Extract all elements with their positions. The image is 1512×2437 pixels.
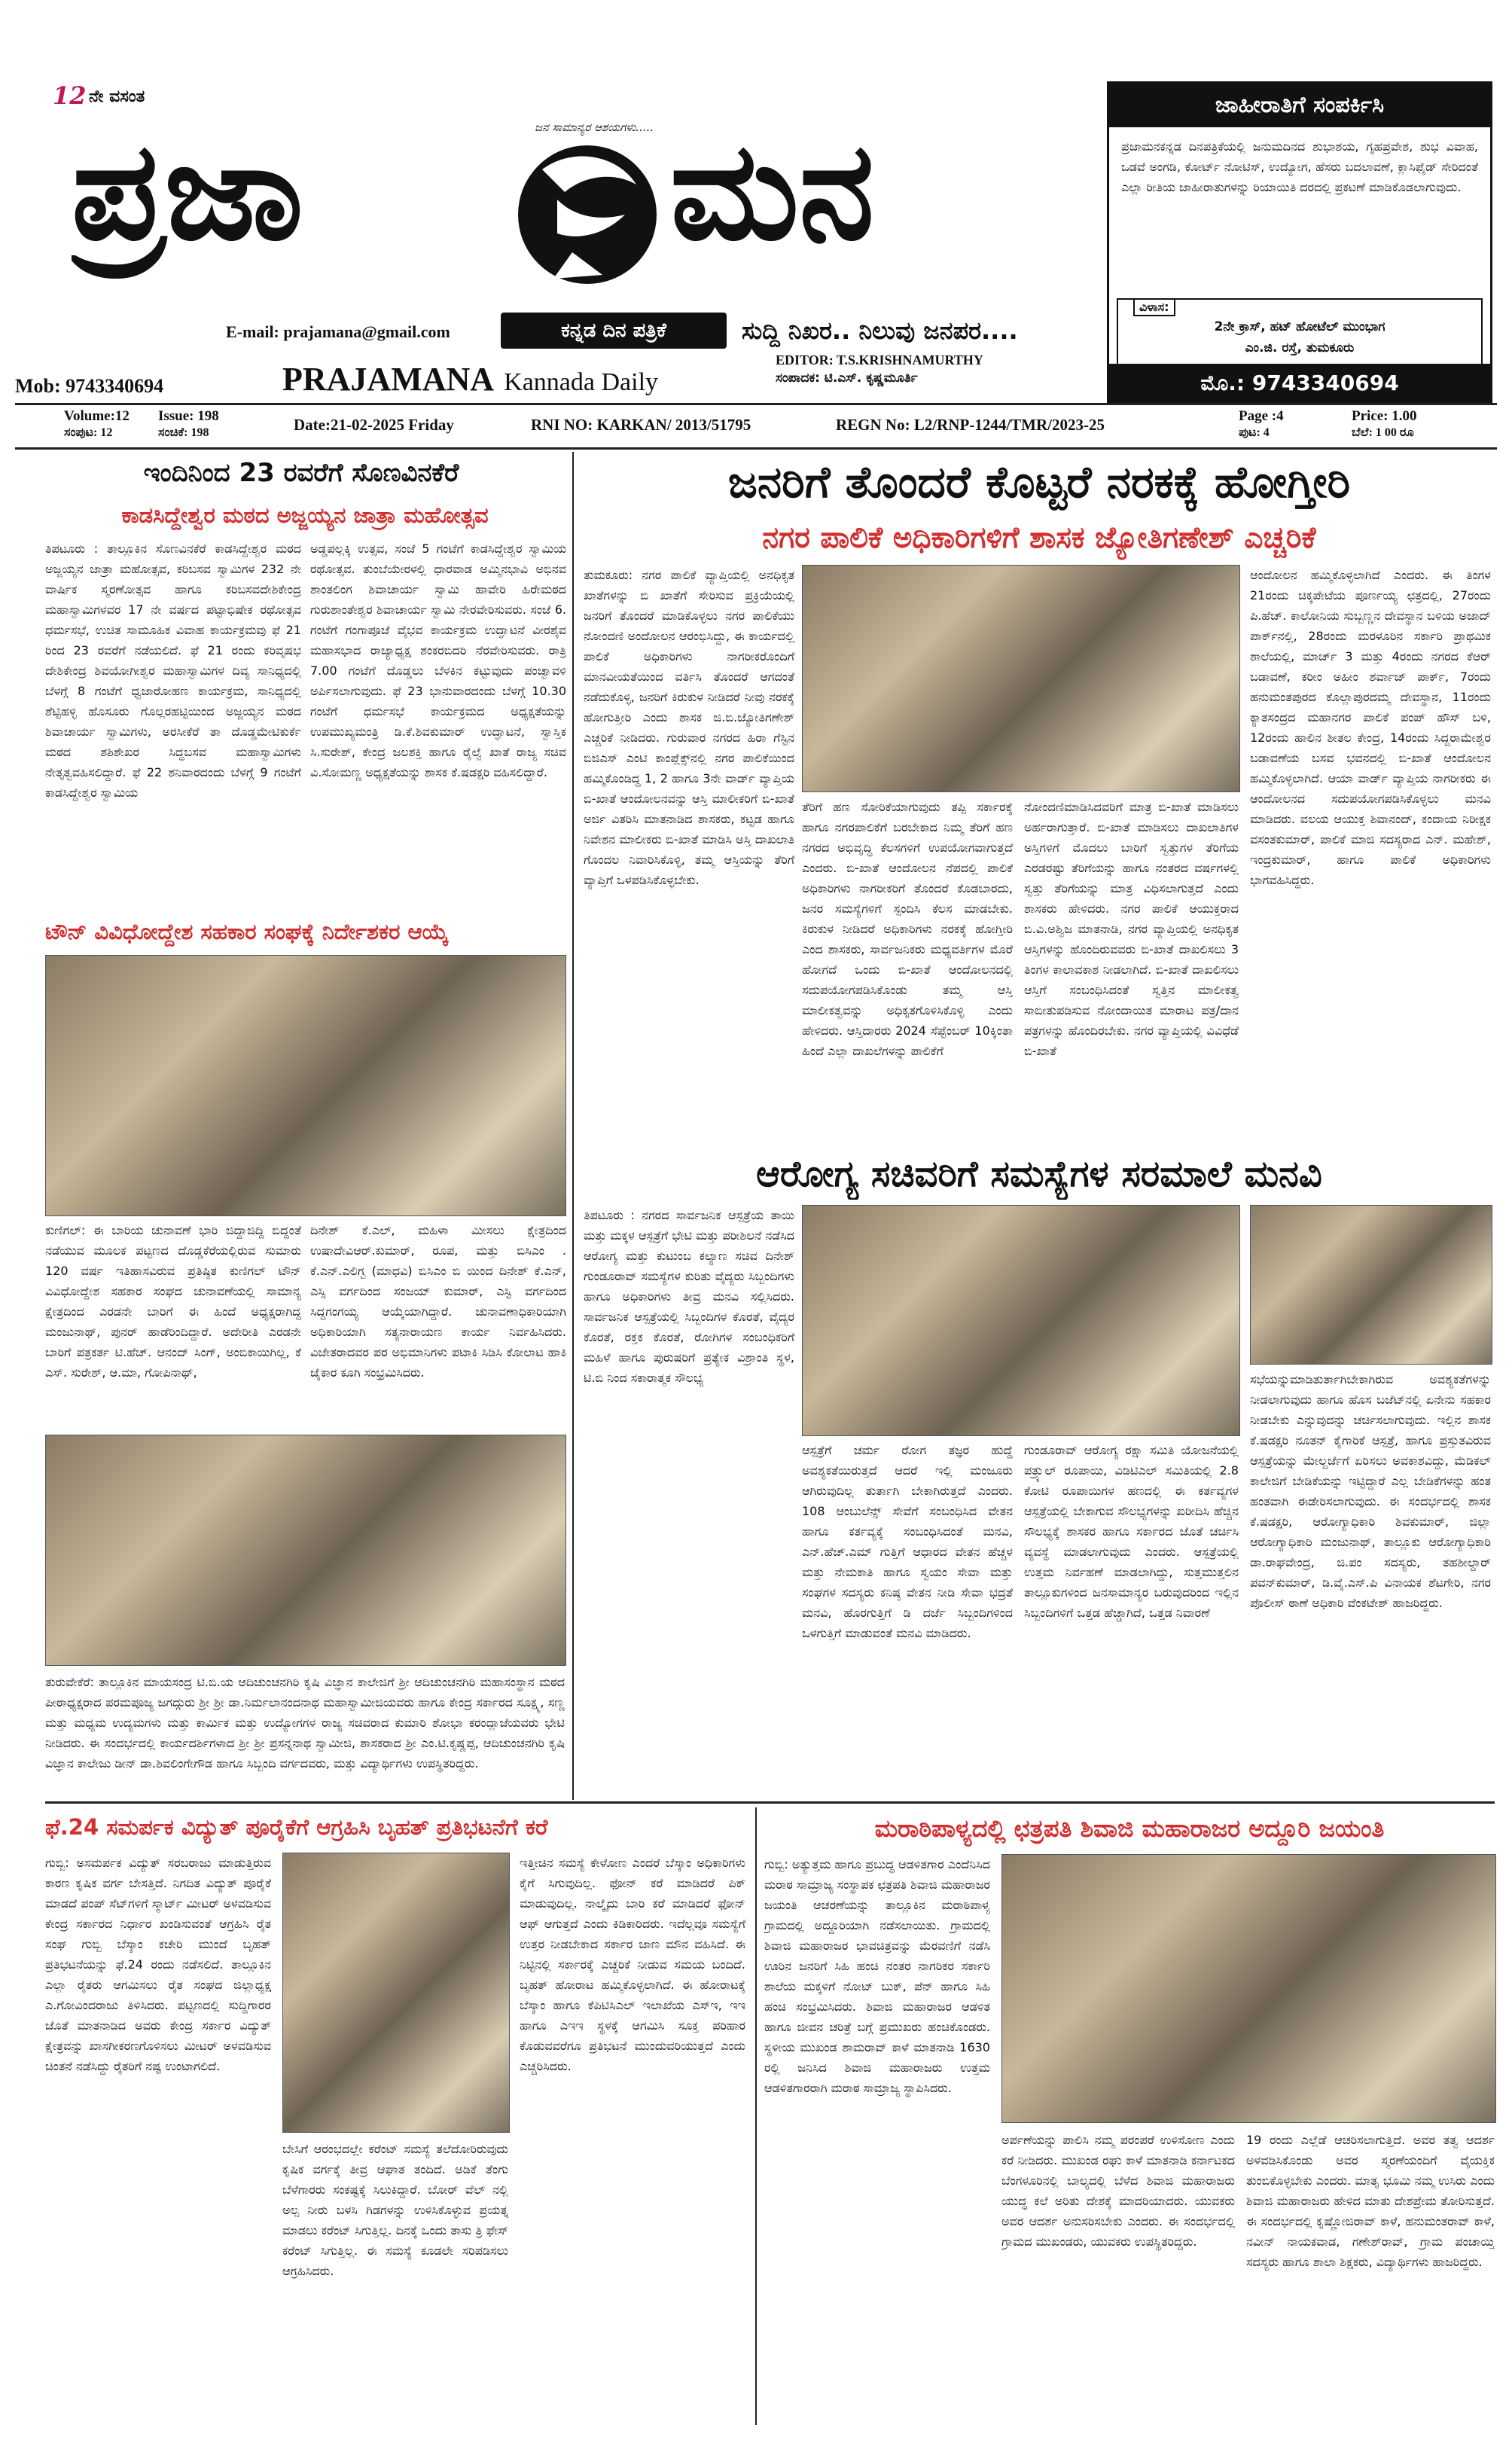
ad-box-text: ಪ್ರಜಾಮನಕನ್ನಡ ದಿನಪತ್ರಿಕೆಯಲ್ಲಿ ಜನುಮದಿನದ ಶುಭಾಶಯ, ಗೃಹಪ್ರವೇಶ, ಶುಭ ವಿವಾಹ, ಒಡವೆ ಅಂಗಡಿ, ಕೋರ್ಟ್ ನೋಟಿಸ್, ಉದ್ಯೋಗ, ಹೆಸರು ಬದಲಾವಣೆ, ಕ್ಲಾಸಿಫೈಡ್ ಸೇರಿದಂತೆ ಎಲ್ಲಾ ರೀತಿಯ ಜಾಹೀರಾತುಗಳನ್ನು ರಿಯಾಯಿತಿ ದರದಲ್ಲಿ ಪ್ರಕಟಣೆ ಮಾಡಿಕೊಡಲಾಗುವುದು. — [1121, 139, 1478, 194]
bottom-divider — [755, 1807, 757, 2425]
paper-name-sub: Kannada Daily — [504, 368, 659, 396]
slogan: ಸುದ್ದಿ ನಿಖರ.. ನಿಲುವು ಜನಪರ.... — [742, 316, 1018, 345]
main-col-3: ನೋಂದಣಿಮಾಡಿಸಿದವರಿಗೆ ಮಾತ್ರ ಬಿ-ಖಾತೆ ಮಾಡಿಸಲು ಅರ್ಹರಾಗುತ್ತಾರೆ. ಬಿ-ಖಾತೆ ಮಾಡಿಸಲು ದಾಖಲಾತಿಗಳ ಅಸ್ತಿಗಳಿಗೆ ಮೊದಲು ಬಾರಿಗೆ ಸ್ವತ್ತುಗಳ ತೆರಿಗೆಯ ಎರಡರಷ್ಟು ತೆರಿಗೆಯನ್ನು ಹಾಗೂ ನಂತರದ ವರ್ಷಗಳಲ್ಲಿ ಸ್ವತ್ತು ತೆರಿಗೆಯನ್ನು ಮಾತ್ರ ವಿಧಿಸಲಾಗುತ್ತದೆ ಎಂದು ಶಾಸಕರು ಹೇಳಿದರು. ನಗರ ಪಾಲಿಕೆ ಆಯುಕ್ತರಾದ ಬಿ.ವಿ.ಅಶ್ವಿಜ ಮಾತನಾಡಿ, ನಗರ ವ್ಯಾಪ್ತಿಯಲ್ಲಿ ಅನಧಿಕೃತ ಆಸ್ತಿಗಳನ್ನು ಹೊಂದಿರುವವರು ಬಿ-ಖಾತೆ ದಾಖಲಿಸಲು 3 ತಿಂಗಳ ಕಾಲಾವಕಾಶ ನೀಡಲಾಗಿದೆ. ಬಿ-ಖಾತೆ ದಾಖಲಿಸಲು ಆಸ್ತಿಗೆ ಸಂಬಂಧಿಸಿದಂತೆ ಸ್ವತ್ತಿನ ಮಾಲೀಕತ್ವ ಸಾಬೀತುಪಡಿಸುವ ನೋಂದಾಯಿತ ಮಾರಾಟ ಪತ್ರ/ದಾನ ಪತ್ರಗಳನ್ನು ಹೊಂದಿರಬೇಕು. ನಗರ ವ್ಯಾಪ್ತಿಯಲ್ಲಿ ವಿವಿಧೆಡೆ ಬಿ-ಖಾತೆ — [1024, 800, 1239, 1058]
main-col-1: ತುಮಕೂರು: ನಗರ ಪಾಲಿಕೆ ವ್ಯಾಪ್ತಿಯಲ್ಲಿ ಅನಧಿಕೃತ ಖಾತೆಗಳನ್ನು ಬಿ ಖಾತೆಗೆ ಸೇರಿಸುವ ಪ್ರಕ್ರಿಯೆಯಲ್ಲಿ ಜನರಿಗೆ ತೊಂದರೆ ಮಾಡಿಕೊಳ್ಳಲು ನಗರ ಪಾಲಿಕೆಯು ನೋಂದಣಿ ಅಂದೋಲನ ಆರಂಭಿಸಿದ್ದು, ಈ ಕಾರ್ಯದಲ್ಲಿ ಪಾಲಿಕೆ ಅಧಿಕಾರಿಗಳು ನಾಗರೀಕರೊಂದಿಗೆ ಮಾನವೀಯತೆಯಿಂದ ವರ್ತಿಸಿ ತೊಂದರೆ ಆಗದಂತೆ ನಡೆದುಕೊಳ್ಳಿ, ಜನರಿಗೆ ಕಿರುಕುಳ ನೀಡಿದರೆ ನೀವು ನರಕಕ್ಕೆ ಹೋಗುತ್ತೀರಿ ಎಂದು ಶಾಸಕ ಜಿ.ಬಿ.ಜ್ಯೋತಿಗಣೇಶ್ ಎಚ್ಚರಿಕೆ ನೀಡಿದರು. ಗುರುವಾರ ನಗರದ ಹಿರಾ ಗೆಸ್ಟಿನ ಬಿಜಿಎಸ್ ಎಂಟಿ ಕಾಂಪ್ಲೆಕ್ಸ್‌ನಲ್ಲಿ ನಗರ ಪಾಲಿಕೆಯಿಂದ ಹಮ್ಮಿಕೊಂಡಿದ್ದ 1, 2 ಹಾಗೂ 3ನೇ ವಾರ್ಡ್ ವ್ಯಾಪ್ತಿಯ ಬಿ-ಖಾತೆ ಆಂದೋಲನವನ್ನು ಆಸ್ತಿ ಮಾಲೀಕರಿಗೆ ಬಿ-ಖಾತೆ ಅರ್ಜಿ ವಿತರಿಸಿ ಮಾತನಾಡಿದ ಶಾಸಕರು, ಕಟ್ಟಡ ಹಾಗೂ ನಿವೇಶನ ಮಾಲೀಕರು ಬಿ-ಖಾತೆ ಮಾಡಿಸಿ ಅಸ್ತಿ ದಾಖಲಾತಿ ಗೊಂದಲ ನಿವಾರಿಸಿಕೊಳ್ಳಿ, ತಮ್ಮ ಆಸ್ತಿಯನ್ನು ತೆರಿಗೆ ವ್ಯಾಪ್ತಿಗೆ ಒಳಪಡಿಸಿಕೊಳ್ಳಬೇಕು. — [584, 568, 794, 887]
price-kn: ಬೆಲೆ: 1 00 ರೂ — [1352, 426, 1414, 439]
shivaji-col-3: 19 ರಂದು ಎಲ್ಲೆಡೆ ಆಚರಿಸಲಾಗುತ್ತಿದೆ. ಅವರ ತತ್ವ ಆದರ್ಶ ಅಳವಡಿಸಿಕೊಂಡು ಅವರ ಸ್ಮರಣೆಯಂದಿಗೆ ವೈಯಕ್ತಿಕ ತುಂಬಿಕೊಳ್ಳಬೇಕು ಎಂದರು. ಮಾತೃ ಭೂಮಿ ನಮ್ಮ ಉಸಿರು ಎಂದು ಶಿವಾಜಿ ಮಹಾರಾಜರು ಹೇಳಿದ ಮಾತು ದೇಶಪ್ರೇಮ ತೋರಿಸುತ್ತದೆ. ಈ ಸಂದರ್ಭದಲ್ಲಿ ಕೃಷ್ಣೋಜಿರಾವ್ ಕಾಳೆ, ಹನುಮಂತರಾವ್ ಕಾಳೆ, ನವೀನ್ ನಾಯಕವಾಡ, ಗಣೇಶ್‌ರಾವ್, ಗ್ರಾಮ ಪಂಚಾಯ್ತಿ ಸದಸ್ಯರು ಹಾಗೂ ಶಾಲಾ ಶಿಕ್ಷಕರು, ವಿದ್ಯಾರ್ಥಿಗಳು ಹಾಜರಿದ್ದರು. — [1246, 2133, 1495, 2269]
mobile-number[interactable]: Mob: 9743340694 — [15, 375, 164, 397]
regn-number: REGN No: L2/RNP-1244/TMR/2023-25 — [836, 416, 1105, 434]
power-photo — [282, 1853, 510, 2133]
bottom-rule — [45, 1801, 1495, 1804]
left-top-headline: ಕಾಡಸಿದ್ದೇಶ್ವರ ಮಠದ ಅಜ್ಜಯ್ಯನ ಜಾತ್ರಾ ಮಹೋತ್ಸವ — [121, 502, 489, 528]
power-col-3: ಇತ್ತೀಚಿನ ಸಮಸ್ಯೆ ಕೇಳೋಣ ಎಂದರೆ ಬೆಸ್ಕಾಂ ಅಧಿಕಾರಿಗಳು ಕೈಗೆ ಸಿಗುವುದಿಲ್ಲ. ಫೋನ್ ಕರೆ ಮಾಡಿದರೆ ಪಿಕ್ ಮಾಡುವುದಿಲ್ಲ. ನಾಲ್ಕೈದು ಬಾರಿ ಕರೆ ಮಾಡಿದರೆ ಫೋನ್ ಆಫ್ ಆಗುತ್ತದೆ ಎಂದು ಕಿಡಿಕಾರಿದರು. ಇದೆಲ್ಲವೂ ಸಮಸ್ಯೆಗೆ ಉತ್ತರ ನೀಡಬೇಕಾದ ಸರ್ಕಾರ ಜಾಣ ಮೌನ ವಹಿಸಿದೆ. ಈ ನಿಟ್ಟಿನಲ್ಲಿ ಸರ್ಕಾರಕ್ಕೆ ಎಚ್ಚರಿಕೆ ನೀಡುವ ಸಮಯ ಬಂದಿದೆ. ಬೃಹತ್ ಹೋರಾಟ ಹಮ್ಮಿಕೊಳ್ಳಲಾಗಿದೆ. ಈ ಹೋರಾಟಕ್ಕೆ ಬೆಸ್ಕಾಂ ಹಾಗೂ ಕೆಪಿಟಿಸಿಎಲ್ ಇಲಾಖೆಯ ಎಸ್ಇ, ಇಇ ಹಾಗೂ ಎಇಇ ಸ್ಥಳಕ್ಕೆ ಆಗಮಿಸಿ ಸೂಕ್ತ ಪರಿಹಾರ ಕೊಡುವವರೆಗೂ ಪ್ರತಿಭಟನೆ ಮುಂದುವರಿಯುತ್ತದೆ ಎಂದು ಎಚ್ಚರಿಸಿದರು. — [520, 1856, 745, 2073]
health-col-1: ತಿಪಟೂರು : ನಗರದ ಸಾರ್ವಜನಿಕ ಆಸ್ಪತ್ರೆಯ ತಾಯಿ ಮತ್ತು ಮಕ್ಕಳ ಆಸ್ಪತ್ರೆಗೆ ಭೇಟಿ ಮತ್ತು ಪರೀಶಿಲನೆ ನಡೆಸಿದ ಆರೋಗ್ಯ ಮತ್ತು ಕುಟುಂಬ ಕಲ್ಯಾಣ ಸಚಿವ ದಿನೇಶ್ ಗುಂಡೂರಾವ್ ಸಮಸ್ಯೆಗಳ ಕುರಿತು ವೈದ್ಯರು ಸಿಬ್ಬಂದಿಗಳು ಹಾಗೂ ಅಧಿಕಾರಿಗಳು ತೀವ್ರ ಮನವಿ ಸಲ್ಲಿಸಿದರು. ಸಾರ್ವಜನಿಕ ಆಸ್ಪತ್ರೆಯಲ್ಲಿ ಸಿಬ್ಬಂದಿಗಳ ಕೊರತೆ, ವೈದ್ಯರ ಕೊರತೆ, ರಕ್ತಕ ಕೊರತೆ, ರೋಗಿಗಳ ಸಂಬಂಧಿಕರಿಗೆ ಮಹಿಳೆ ಹಾಗೂ ಪುರುಷರಿಗೆ ಪ್ರತ್ಯೇಕ ವಿಶ್ರಾಂತಿ ಸ್ಥಳ, ಟಿ.ಬಿ ನಿಂದ ಸಕಾರಾತ್ಮಕ ಸೌಲಭ್ಯ — [584, 1208, 794, 1385]
emblem-caption: ಜನ ಸಾಮಾನ್ಯರ ಆಶಯಗಳು..... — [535, 120, 654, 134]
sanchike: ಸಂಚಿಕೆ: 198 — [158, 426, 209, 439]
left-top-kicker: ಇಂದಿನಿಂದ 23 ರವರೆಗೆ ಸೊಣವಿನಕೆರೆ — [143, 458, 459, 488]
left-mid-headline: ಟೌನ್ ವಿವಿಧೋದ್ದೇಶ ಸಹಕಾರ ಸಂಘಕ್ಕೆ ನಿರ್ದೇಶಕರ ಆಯ್ಕೆ — [45, 919, 449, 944]
health-portrait — [1250, 1205, 1492, 1365]
health-col-3: ಗುಂಡೂರಾವ್ ಆರೋಗ್ಯ ರಕ್ಷಾ ಸಮಿತಿ ಯೋಜನೆಯಲ್ಲಿ ಪತ್ರ್ಯುಲ್ ರೂಪಾಯಿ, ವಿಡಿಟಿಎಲ್ ಸಮಿತಿಯಲ್ಲಿ 2.8 ಕೋಟಿ ರೂಪಾಯಿಗಳ ಹಣದಲ್ಲಿ ಈ ಕರ್ತವ್ಯಗಳ ಆಸ್ಪತ್ರೆಯಲ್ಲಿ ಬೇಕಾಗುವ ಸೌಲಭ್ಯಗಳನ್ನು ಖರೀದಿಸಿ ಹೆಚ್ಚಿನ ಸೌಲಭ್ಯಕ್ಕೆ ಶಾಸಕರ ಹಾಗೂ ಸರ್ಕಾರದ ಜೊತೆ ಚರ್ಚಿಸಿ ವ್ಯವಸ್ಥೆ ಮಾಡಲಾಗುವುದು ಎಂದರು. ಆಸ್ಪತ್ರೆಯಲ್ಲಿ ಉತ್ತಮ ನಿರ್ವಹಣೆ ಮಾಡಲಾಗಿದ್ದು, ಸುತ್ತಮುತ್ತಲಿನ ತಾಲ್ಲೂಕುಗಳಿಂದ ಜನಸಾಮಾನ್ಯರ ಬರುವುದರಿಂದ ಇಲ್ಲಿನ ಸಿಬ್ಬಂದಿಗಳಿಗೆ ಒತ್ತಡ ಹೆಚ್ಚಾಗಿದೆ, ಒತ್ತಡ ನಿವಾರಣೆ — [1024, 1443, 1239, 1620]
column-divider — [572, 452, 574, 1800]
rni-number: RNI NO: KARKAN/ 2013/51795 — [531, 416, 751, 434]
volume: Volume:12 — [64, 408, 130, 424]
left-bottom-body: ತುರುವೇಕೆರೆ: ತಾಲ್ಲೂಕಿನ ಮಾಯಸಂದ್ರ ಟಿ.ಬಿ.ಯ ಆದಿಚುಂಚನಗಿರಿ ಕೃಷಿ ವಿಜ್ಞಾನ ಕಾಲೇಜಿಗೆ ಶ್ರೀ ಆದಿಚುಂಚನಗಿರಿ ಮಹಾಸಂಸ್ಥಾನ ಮಠದ ಪೀಠಾಧ್ಯಕ್ಷರಾದ ಪರಮಪೂಜ್ಯ ಜಗದ್ಗುರು ಶ್ರೀ ಶ್ರೀ ಡಾ.ನಿರ್ಮಲಾನಂದನಾಥ ಮಹಾಸ್ವಾಮೀಜಿಯವರು ಹಾಗೂ ಕೇಂದ್ರ ಸರ್ಕಾರದ ಸೂಕ್ಷ್ಮ, ಸಣ್ಣ ಮತ್ತು ಮಧ್ಯಮ ಉದ್ಯಮಗಳು ಮತ್ತು ಕಾರ್ಮಿಕ ಮತ್ತು ಉದ್ಯೋಗಗಳ ರಾಜ್ಯ ಸಚಿವರಾದ ಕುಮಾರಿ ಶೋಭಾ ಕರಂದ್ಲಾಜೆಯವರು ಭೇಟಿ ನೀಡಿದರು. ಈ ಸಂದರ್ಭದಲ್ಲಿ ಕಾರ್ಯದರ್ಶಿಗಳಾದ ಶ್ರೀ ಶ್ರೀ ಪ್ರಸನ್ನನಾಥ ಸ್ವಾಮೀಜಿ, ಶಾಸಕರಾದ ಶ್ರೀ ಎಂ.ಟಿ.ಕೃಷ್ಣಪ್ಪ, ಆದಿಚುಂಚನಗಿರಿ ಕೃಷಿ ವಿಜ್ಞಾನ ಕಾಲೇಜು ಡೀನ್ ಡಾ.ಶಿವಲಿಂಗೇಗೌಡ ಹಾಗೂ ಸಿಬ್ಬಂದಿ ವರ್ಗದವರು, ಮತ್ತು ವಿದ್ಯಾರ್ಥಿಗಳು ಉಪಸ್ಥಿತರಿದ್ದರು. — [45, 1675, 565, 1771]
info-bar-rule-top — [15, 403, 1497, 405]
shivaji-headline: ಮರಾಠಿಪಾಳ್ಯದಲ್ಲಿ ಛತ್ರಪತಿ ಶಿವಾಜಿ ಮಹಾರಾಜರ ಅದ್ದೂರಿ ಜಯಂತಿ — [874, 1814, 1385, 1843]
main-subhead: ನಗರ ಪಾಲಿಕೆ ಅಧಿಕಾರಿಗಳಿಗೆ ಶಾಸಕ ಜ್ಯೋತಿಗಣೇಶ್ ಎಚ್ಚರಿಕೆ — [762, 521, 1316, 555]
health-photo — [802, 1205, 1240, 1436]
anniversary-text: ನೇ ವಸಂತ — [89, 87, 145, 106]
issue: Issue: 198 — [158, 408, 219, 424]
power-col-2: ಬೇಸಿಗೆ ಆರಂಭದಲ್ಲೇ ಕರೆಂಟ್ ಸಮಸ್ಯೆ ತಲೆದೋರಿರುವುದು ಕೃಷಿಕ ವರ್ಗಕ್ಕೆ ತೀವ್ರ ಆಘಾತ ತಂದಿದೆ. ಅಡಿಕೆ ತೆಂಗು ಬೆಳೆಗಾರರು ಸಂಕಷ್ಟಕ್ಕೆ ಸಿಲುಕಿದ್ದಾರೆ. ಬೋರ್ ವೆಲ್ ನಲ್ಲಿ ಅಲ್ಪ ನೀರು ಬಳಸಿ ಗಿಡಗಳನ್ನು ಉಳಿಸಿಕೊಳ್ಳುವ ಪ್ರಯತ್ನ ಮಾಡಲು ಕರೆಂಟ್ ಸಿಗುತ್ತಿಲ್ಲ. ದಿನಕ್ಕೆ ಒಂದು ತಾಸು ತ್ರಿ ಫೇಸ್ ಕರೆಂಟ್ ಸಿಗುತ್ತಿಲ್ಲ. ಈ ಸಮಸ್ಯೆ ಕೂಡಲೇ ಸರಿಪಡಿಸಲು ಆಗ್ರಹಿಸಿದರು. — [282, 2142, 508, 2278]
info-bar — [15, 407, 1497, 446]
samputa: ಸಂಪುಟ: 12 — [64, 426, 113, 439]
shivaji-col-1: ಗುಬ್ಬಿ: ಅತ್ಯುತ್ತಮ ಹಾಗೂ ಪ್ರಬುದ್ಧ ಆಡಳಿತಗಾರ ಎಂದೆನಿಸಿದ ಮರಾಠ ಸಾಮ್ರಾಜ್ಯ ಸಂಸ್ಥಾಪಕ ಛತ್ರಪತಿ ಶಿವಾಜಿ ಮಹಾರಾಜರ ಜಯಂತಿ ಆಚರಣೆಯನ್ನು ತಾಲ್ಲೂಕಿನ ಮರಾಠಿಪಾಳ್ಯ ಗ್ರಾಮದಲ್ಲಿ ಅದ್ದೂರಿಯಾಗಿ ನಡೆಸಲಾಯಿತು. ಗ್ರಾಮದಲ್ಲಿ ಶಿವಾಜಿ ಮಹಾರಾಜರ ಭಾವಚಿತ್ರವನ್ನು ಮೆರವಣಿಗೆ ನಡೆಸಿ ಊರಿನ ಜನರಿಗೆ ಸಿಹಿ ಹಂಚಿ ನಂತರ ನಾಗರಿಕರ ಸರ್ಕಾರಿ ಶಾಲೆಯ ಮಕ್ಕಳಿಗೆ ನೋಟ್ ಬುಕ್, ಪೆನ್ ಹಾಗೂ ಸಿಹಿ ಹಂಚಿ ಸಂಭ್ರಮಿಸಿದರು. ಶಿವಾಜಿ ಮಹಾರಾಜರ ಆಡಳಿತ ಹಾಗೂ ಜೀವನ ಚರಿತ್ರೆ ಬಗ್ಗೆ ಪ್ರಮುಖರು ಹಂಚಿಕೊಂಡರು. ಸ್ಥಳೀಯ ಮುಖಂಡ ಶಾಮರಾವ್ ಕಾಳೆ ಮಾತನಾಡಿ 1630 ರಲ್ಲಿ ಜನಿಸಿದ ಶಿವಾಜಿ ಮಹಾರಾಜರು ಉತ್ತಮ ಆಡಳಿತಗಾರರಾಗಿ ಮರಾಠ ಸಾಮ್ರಾಜ್ಯ ಸ್ಥಾಪಿಸಿದರು. — [764, 1857, 990, 2095]
shivaji-col-2: ಅರ್ಪಣೆಯನ್ನು ಪಾಲಿಸಿ ನಮ್ಮ ಪರಂಪರೆ ಉಳಿಸೋಣ ಎಂದು ಕರೆ ನೀಡಿದರು. ಮುಖಂಡ ರಘು ಕಾಳೆ ಮಾತನಾಡಿ ಕರ್ನಾಟಕದ ಬೆಂಗಳೂರಿನಲ್ಲಿ ಬಾಲ್ಯದಲ್ಲಿ ಬೆಳೆದ ಶಿವಾಜಿ ಮಹಾರಾಜರು ಯುದ್ಧ ಕಲೆ ಅರಿತು ದೇಶಕ್ಕೆ ಮಾದರಿಯಾದರು. ಯುವಕರು ಅವರ ಆದರ್ಶ ಅನುಸರಿಸಬೇಕು ಎಂದರು. ಈ ಸಂದರ್ಭದಲ್ಲಿ ಗ್ರಾಮದ ಮುಖಂಡರು, ಯುವಕರು ಉಪಸ್ಥಿತರಿದ್ದರು. — [1001, 2133, 1235, 2249]
price: Price: 1.00 — [1352, 408, 1417, 424]
paper-name — [282, 360, 658, 398]
main-headline: ಜನರಿಗೆ ತೊಂದರೆ ಕೊಟ್ಟರೆ ನರಕಕ್ಕೆ ಹೋಗ್ತೀರಿ — [727, 456, 1351, 508]
info-bar-rule-bottom — [15, 447, 1497, 450]
main-photo — [802, 565, 1240, 792]
left-bottom-photo — [45, 1435, 566, 1666]
editor-en: EDITOR: T.S.KRISHNAMURTHY — [776, 352, 983, 368]
left-mid-body-right: ದಿನೇಶ್ ಕೆ.ಎಲ್, ಮಹಿಳಾ ಮೀಸಲು ಕ್ಷೇತ್ರದಿಂದ ಉಷಾದೇವಿಆರ್.ಕುಮಾರ್, ರೂಪ, ಮತ್ತು ಬಿಸಿಎಂ . ಕೆ.ಎನ್.ಎಲಿಗ್ಬ (ಮಾಧವಿ) ಬಿಸಿಎಂ ಬಿ ಯಿಂದ ದಿನೇಶ್ ಕೆ.ಎನ್, ಎಸ್ಸಿ ವರ್ಗದಿಂದ ಸಂಜಯ್ ಕುಮಾರ್, ಎಸ್ಟಿ ವರ್ಗದಿಂದ ಸಿದ್ದಗಂಗಯ್ಯ ಆಯ್ಕೆಯಾಗಿದ್ದಾರೆ. ಚುನಾವಣಾಧಿಕಾರಿಯಾಗಿ ಅಧಿಕಾರಿಯಾಗಿ ಸತ್ಯನಾರಾಯಣ ಕಾರ್ಯ ನಿರ್ವಹಿಸಿದರು. ವಿಜೇತರಾದವರ ಪರ ಅಭಿಮಾನಿಗಳು ಪಟಾಕಿ ಸಿಡಿಸಿ ಕೋಲಾಟ ಹಾಕಿ ಜೈಕಾರ ಕೂಗಿ ಸಂಭ್ರಮಿಸಿದರು. — [310, 1223, 566, 1380]
main-col-2: ತೆರಿಗೆ ಹಣ ಸೋರಿಕೆಯಾಗುವುದು ತಪ್ಪಿ ಸರ್ಕಾರಕ್ಕೆ ಹಾಗೂ ನಗರಪಾಲಿಕೆಗೆ ಬರಬೇಕಾದ ನಿಮ್ಮ ತೆರಿಗೆ ಹಣ ನಗರದ ಅಭಿವೃದ್ಧಿ ಕೆಲಸಗಳಿಗೆ ಉಪಯೋಗವಾಗುತ್ತದೆ ಎಂದರು. ಬಿ-ಖಾತೆ ಆಂದೋಲನ ನೆಪದಲ್ಲಿ ಪಾಲಿಕೆ ಅಧಿಕಾರಿಗಳು ನಾಗರೀಕರಿಗೆ ತೊಂದರೆ ಕೊಡಬಾರದು, ಜನರ ಸಮಸ್ಯೆಗಳಿಗೆ ಸ್ಪಂದಿಸಿ ಕೆಲಸ ಮಾಡಬೇಕು. ಕಿರುಕುಳ ನೀಡಿದರೆ ಅಧಿಕಾರಿಗಳು ನರಕಕ್ಕೆ ಹೋಗ್ತೀರಿ ಎಂದ ಶಾಸಕರು, ಸಾರ್ವಜನಿಕರು ಮಧ್ಯವರ್ತಿಗಳ ಮೊರೆ ಹೋಗದೆ ಒಂದು ಬಿ-ಖಾತೆ ಆಂದೋಲನದಲ್ಲಿ ಸದುಪಯೋಗಪಡಿಸಿಕೊಂಡು ತಮ್ಮ ಆಸ್ತಿ ಮಾಲೀಕತ್ವವನ್ನು ಅಧಿಕೃತಗೊಳಿಸಿಕೊಳ್ಳಿ ಎಂದು ಹೇಳಿದರು. ಆಸ್ತಿದಾರರು 2024 ಸೆಪ್ಟೆಂಬರ್ 10ಕ್ಕಿಂತಾ ಹಿಂದೆ ಎಲ್ಲಾ ದಾಖಲೆಗಳನ್ನು ಪಾಲಿಕೆಗೆ — [802, 800, 1013, 1058]
ad-address-line1: 2ನೇ ಕ್ರಾಸ್, ಹಟ್ ಹೋಟೆಲ್ ಮುಂಭಾಗ — [1214, 319, 1385, 334]
ad-address-line2: ಎಂ.ಜಿ. ರಸ್ತೆ, ತುಮಕೂರು — [1245, 340, 1355, 355]
page-number-kn: ಪುಟ: 4 — [1239, 426, 1270, 439]
masthead-emblem — [482, 102, 670, 290]
left-top-body-right: ಅಡ್ಡಪಲ್ಲಕ್ಕಿ ಉತ್ಸವ, ಸಂಜೆ 5 ಗಂಟೆಗೆ ಕಾಡಸಿದ್ದೇಶ್ವರ ಸ್ವಾಮಿಯ ರಥೋತ್ಸವ. ತುಂಬೆಯೇರಳಲ್ಲಿ ಧಾರವಾಡ ಅಮ್ಮಿನಭಾವಿ ಅಭಿನವ ಶಾಂತಲಿಂಗ ಶಿವಾಚಾರ್ಯ ಸ್ವಾಮಿ ಹಾವೇರಿ ಹಿರೇಮಠದ ಗುರುಶಾಂತೇಶ್ವರ ಶಿವಾಚಾರ್ಯ ಸ್ವಾಮಿ ನೇರವೇರಿಸುವರು. ಸಂಜೆ 6. ಗಂಟೆಗೆ ಗಂಗಾಪೂಜೆ ವೈಭವ ಕಾರ್ಯಕ್ರಮ ಉದ್ಘಾಟನೆ ವೀರಶೈವ ಮಹಾಸಭಾದ ರಾಜ್ಯಾಧ್ಯಕ್ಷ ಶಂಕರಬಿದರಿ ನೆರವೇರಿಸುವರು. ರಾತ್ರಿ 7.00 ಗಂಟೆಗೆ ದೊಡ್ಡಲು ಬೆಳಕಿನ ಕಟ್ಟುವುದು ಪಂಚ್ವಾವಳಿ ಅರ್ಪಿಸಲಾಗುವುದು. ಫೆ 23 ಭಾನುವಾರದಂದು ಬೆಳಗ್ಗೆ 10.30 ಗಂಟೆಗೆ ಧರ್ಮಸಭೆ ಕಾರ್ಯಕ್ರಮದ ಅಧ್ಯಕ್ಷತೆಯನ್ನು ಉಪಮುಖ್ಯಮಂತ್ರಿ ಡಿ.ಕೆ.ಶಿವಕುಮಾರ್ ಉದ್ಘಾಟನೆ, ಸ್ವಾಸ್ತಿಕ ಸಿ.ಸುರೇಶ್, ಕೇಂದ್ರ ಜಲಶಕ್ತಿ ಹಾಗೂ ರೈಲ್ವೆ ಖಾತೆ ರಾಜ್ಯ ಸಚಿವ ವಿ.ಸೋಮಣ್ಣ ಅಧ್ಯಕ್ಷತೆಯನ್ನು ಶಾಸಕ ಕೆ.ಷಡಕ್ಷರಿ ವಹಿಸಲಿದ್ದಾರೆ. — [310, 541, 566, 779]
ad-box-address — [1117, 298, 1483, 368]
masthead-title-left: ಪ್ರಜಾ — [72, 113, 303, 270]
page-number: Page :4 — [1239, 408, 1284, 424]
ad-box — [1107, 81, 1492, 405]
left-mid-photo — [45, 955, 566, 1216]
email[interactable]: E-mail: prajamana@gmail.com — [226, 322, 450, 341]
editor-kn: ಸಂಪಾದಕ: ಟಿ.ಎಸ್. ಕೃಷ್ಣಮೂರ್ತಿ — [776, 371, 918, 386]
health-col-4: ಸಭೆಯನ್ನುಮಾಡಿತುರ್ತಾಗಿಬೇಕಾಗಿರುವ ಅವಶ್ಯಕತೆಗಳನ್ನು ನೀಡಲಾಗುವುದು ಹಾಗೂ ಹೊಸ ಬಜೆಟ್‌ನಲ್ಲಿ ಏನೇನು ಸಹಕಾರ ನೀಡಬೇಕು ಎನ್ನುವುದನ್ನು ಚರ್ಚಿಸಲಾಗುವುದು. ಇಲ್ಲಿನ ಶಾಸಕ ಕೆ.ಷಡಕ್ಷರಿ ನೂತನ್ ಕೈಗಾರಿಕೆ ಆಸ್ಪತ್ರೆ, ಹಾಗೂ ಪ್ರಸ್ತುತವಿರುವ ಆಸ್ಪತ್ರೆಯನ್ನು ಮೇಲ್ದರ್ಜೆಗೆ ಏರಿಸಲು ಅವಕಾಶವಿದ್ದು, ಮೆಡಿಕಲ್ ಕಾಲೇಜಿಗೆ ಬೇಡಿಕೆಯನ್ನು ಇಟ್ಟಿದ್ದಾರೆ ಎಲ್ಲ ಬೇಡಿಕೆಗಳನ್ನು ಹಂತ ಹಂತವಾಗಿ ಈಡೇರಿಸಲಾಗುವುದು. ಈ ಸಂದರ್ಭದಲ್ಲಿ ಶಾಸಕ ಕೆ.ಷಡಕ್ಷರಿ, ಆರೋಗ್ಯಾಧಿಕಾರಿ ಶಿವಕುಮಾರ್, ಜಿಲ್ಲಾ ಆರೋಗ್ಯಾಧಿಕಾರಿ ಮಂಜುನಾಥ್, ತಾಲ್ಲೂಕು ಆರೋಗ್ಯಾಧಿಕಾರಿ ಡಾ.ರಾಘವೇಂದ್ರ, ಜಿ.ಪಂ ಸದಸ್ಯರು, ತಹಶೀಲ್ದಾರ್ ಪವನ್‌ಕುಮಾರ್, ಡಿ.ವೈ.ಎಸ್.ಪಿ ವಿನಾಯಕ ಶೆಟಗೇರಿ, ನಗರ ಪೊಲೀಸ್ ಠಾಣೆ ಅಧಿಕಾರಿ ವೆಂಕಟೇಶ್ ಹಾಜರಿದ್ದರು. — [1250, 1372, 1491, 1610]
main-col-4: ಆಂದೋಲನ ಹಮ್ಮಿಕೊಳ್ಳಲಾಗಿದೆ ಎಂದರು. ಈ ತಿಂಗಳ 21ರಂದು ಚಿಕ್ಕಪೇಟೆಯ ಪೂರ್ಣಯ್ಯ ಛತ್ರದಲ್ಲಿ, 27ರಂದು ಪಿ.ಹೆಚ್. ಕಾಲೋನಿಯ ಸುಬ್ಬಣ್ಣನ ದೇವಸ್ಥಾನ ಬಳಿಯ ಅಜಾದ್ ಪಾರ್ಕ್‌ನಲ್ಲಿ, 28ರಂದು ಮರಳೂರಿನ ಸರ್ಕಾರಿ ಪ್ರಾಥಮಿಕ ಶಾಲೆಯಲ್ಲಿ, ಮಾರ್ಚ್ 3 ಮತ್ತು 4ರಂದು ನಗರದ ಕೆಆರ್ ಬಡಾವಣೆ, ಕರೀಂ ಅಹೀಂ ಶರ್ವಾಜ್ ಪಾರ್ಕ್, 7ರಂದು ಹನುಮಂತಪುರದ ಕೊಲ್ಲಾಪುರದಮ್ಮ ದೇವಸ್ಥಾನ, 11ರಂದು ಕ್ಯಾತಸಂದ್ರದ ಮಹಾನಗರ ಪಾಲಿಕೆ ಪಂಪ್ ಹೌಸ್ ಬಳಿ, 12ರಂದು ಹಾಲಿನ ಶೀತಲ ಕೇಂದ್ರ, 14ರಂದು ಸಿದ್ದರಾಮೇಶ್ವರ ಬಡಾವಣೆಯ ಬಸವ ಭವನದಲ್ಲಿ ಬಿ-ಖಾತೆ ಆಂದೋಲನ ಹಮ್ಮಿಕೊಳ್ಳಲಾಗಿದೆ. ಆಯಾ ವಾರ್ಡ್ ವ್ಯಾಪ್ತಿಯ ನಾಗರೀಕರು ಈ ಆಂದೋಲನದ ಸದುಪಯೋಗಪಡಿಸಿಕೊಳ್ಳಲು ಮನವಿ ಮಾಡಿದರು. ವಲಯ ಆಯುಕ್ತ ಶಿವಾನಂದ್, ಕಂದಾಯ ನಿರೀಕ್ಷಕ ವಸಂತಕುಮಾರ್, ಪಾಲಿಕೆ ಮಾಜಿ ಸದಸ್ಯರಾದ ಎನ್. ಮಹೇಶ್, ಇಂದ್ರಕುಮಾರ್, ಹಾಗೂ ಪಾಲಿಕೆ ಅಧಿಕಾರಿಗಳು ಭಾಗವಹಿಸಿದ್ದರು. — [1250, 568, 1491, 887]
ad-box-phone[interactable]: ಮೊ.: 9743340694 — [1109, 364, 1490, 403]
ad-address-label: ವಿಳಾಸ: — [1133, 298, 1175, 316]
anniversary-number: 12 — [53, 81, 87, 110]
health-headline: ಆರೋಗ್ಯ ಸಚಿವರಿಗೆ ಸಮಸ್ಯೆಗಳ ಸರಮಾಲೆ ಮನವಿ — [756, 1153, 1322, 1195]
power-col-1: ಗುಬ್ಬಿ: ಅಸಮರ್ಪಕ ವಿದ್ಯುತ್ ಸರಬರಾಜು ಮಾಡುತ್ತಿರುವ ಕಾರಣ ಕೃಷಿಕ ವರ್ಗ ಬೇಸತ್ತಿದೆ. ನಿಗದಿತ ವಿದ್ಯುತ್ ಪೂರೈಕೆ ಮಾಡದೆ ಪಂಪ್ ಸೆಟ್‌ಗಳಿಗೆ ಸ್ಮಾರ್ಟ್ ಮೀಟರ್ ಅಳವಡಿಸುವ ಕೇಂದ್ರ ಸರ್ಕಾರದ ನಿರ್ಧಾರ ಖಂಡಿಸುವಂತೆ ಆಗ್ರಹಿಸಿ ರೈತ ಸಂಘ ಗುಬ್ಬಿ ಬೆಸ್ಕಾಂ ಕಚೇರಿ ಮುಂದೆ ಬೃಹತ್ ಪ್ರತಿಭಟನೆಯನ್ನು ಫೆ.24 ರಂದು ನಡೆಸಲಿದೆ. ತಾಲ್ಲೂಕಿನ ಎಲ್ಲಾ ರೈತರು ಆಗಮಿಸಲು ರೈತ ಸಂಘದ ಜಿಲ್ಲಾಧ್ಯಕ್ಷ ಎ.ಗೋವಿಂದರಾಜು ತಿಳಿಸಿದರು. ಪಟ್ಟಣದಲ್ಲಿ ಸುದ್ದಿಗಾರರ ಜೊತೆ ಮಾತನಾಡಿದ ಅವರು ಕೇಂದ್ರ ಸರ್ಕಾರ ವಿದ್ಯುತ್ ಕ್ಷೇತ್ರವನ್ನು ಖಾಸಗೀಕರಣಗೊಳಿಸಲು ಮೀಟರ್ ಅಳವಡಿಸುವ ಚಿಂತನೆ ನಡೆಸಿದ್ದು ರೈತರಿಗೆ ನಷ್ಟ ಉಂಟಾಗಲಿದೆ. — [45, 1856, 271, 2073]
paper-name-en: PRAJAMANA — [282, 361, 495, 398]
left-top-body-left: ತಿಪಟೂರು : ತಾಲ್ಲೂಕಿನ ಸೊಣವಿನಕೆರೆ ಕಾಡಸಿದ್ದೇಶ್ವರ ಮಠದ ಅಜ್ಜಯ್ಯನ ಜಾತ್ರಾ ಮಹೋತ್ಸವ, ಕರಿಬಸವ ಸ್ವಾಮಿಗಳ 232 ನೇ ವಾರ್ಷಿಕ ಸ್ಮರಣೋತ್ಸವ ಹಾಗೂ ಕರಿಬಸವದೇಶಿಕೇಂದ್ರ ಮಹಾಸ್ವಾಮಿಗಳವರ 17 ನೇ ವರ್ಷದ ಪಟ್ಟಾಭಿಷೇಕ ರಥೋತ್ಸವ ಧರ್ಮಸಭೆ, ಉಚಿತ ಸಾಮೂಹಿಕ ವಿವಾಹ ಕಾರ್ಯಕ್ರಮವು ಫೆ 21 ರಿಂದ 23 ರವರೆಗೆ ನಡೆಯಲಿದೆ. ಫೆ 21 ರಂದು ಕರಿವೃಷಭ ದೇಶಿಕೇಂದ್ರ ಶಿವಯೋಗೀಶ್ವರ ಮಹಾಸ್ವಾಮಿಗಳ ದಿವ್ಯ ಸಾನಿಧ್ಯದಲ್ಲಿ ಬೆಳಗ್ಗೆ 8 ಗಂಟೆಗೆ ಧ್ವಜಾರೋಹಣ ಕಾರ್ಯಕ್ರಮ, ಸಾನಿಧ್ಯದಲ್ಲಿ ಶೆಟ್ಟಿಹಳ್ಳಿ ಹೊಸೂರು ಗೊಲ್ಲರಹಟ್ಟಿಯಿಂದ ಅಜ್ಜಯ್ಯನ ಮಠದ ಶಿವಾಚಾರ್ಯ ಸ್ವಾಮಿಗಳು, ಅರಸೀಕೆರೆ ತಾ ದೊಡ್ಡಮೇಟಿಕುರ್ಕೆ ಮಠದ ಶಶಿಶೇಖರ ಸಿದ್ಧಬಸವ ಮಹಾಸ್ವಾಮಿಗಳು ನೇತೃತ್ವವಹಿಸಲಿದ್ದಾರೆ. ಫೆ 22 ಶನಿವಾರದಂದು ಬೆಳಗ್ಗೆ 9 ಗಂಟೆಗೆ ಕಾಡಸಿದ್ದೇಶ್ವರ ಸ್ವಾಮಿಯ — [45, 541, 301, 800]
left-mid-body-left: ಕುಣಿಗಲ್: ಈ ಬಾರಿಯ ಚುನಾವಣೆ ಭಾರಿ ಜಿದ್ದಾಜಿದ್ದಿ ಬಿದ್ದಂತೆ ನಡೆಯುವ ಮೂಲಕ ಪಟ್ಟಣದ ದೊಡ್ಡಕೆರೆಯಲ್ಲಿರುವ ಸುಮಾರು 120 ವರ್ಷ ಇತಿಹಾಸವಿರುವ ಪ್ರತಿಷ್ಠಿತ ಕುಣಿಗಲ್ ಟೌನ್ ವಿವಿಧೋದ್ದೇಶ ಸಹಕಾರ ಸಂಘದ ಚುನಾವಣೆಯಲ್ಲಿ ಸಾಮಾನ್ಯ ಕ್ಷೇತ್ರದಿಂದ ಎರಡನೇ ಬಾರಿಗೆ ಈ ಹಿಂದೆ ಅಧ್ಯಕ್ಷರಾಗಿದ್ದ ಮಂಜುನಾಥ್, ಪುನರ್ ಹಾಡೆರಿಂದಿದ್ದಾರೆ. ಅದೇರೀತಿ ಎರಡನೇ ಬಾರಿಗೆ ಪತ್ರಕರ್ತ ಟಿ.ಹೆಚ್. ಆನಂದ್ ಸಿಂಗ್, ಅಂಬಿಕಾಯಿಗಿಲ್ಲ, ಕೆ ಎಸ್. ಸುರೇಶ್, ಆ.ಮಾ, ಗೋಪಿನಾಥ್, — [45, 1223, 301, 1380]
power-headline: ಫೆ.24 ಸಮರ್ಪಕ ವಿದ್ಯುತ್ ಪೂರೈಕೆಗೆ ಆಗ್ರಹಿಸಿ ಬೃಹತ್ ಪ್ರತಿಭಟನೆಗೆ ಕರೆ — [45, 1814, 548, 1840]
shivaji-photo — [1001, 1854, 1496, 2123]
tagline-box: ಕನ್ನಡ ದಿನ ಪತ್ರಿಕೆ — [501, 313, 727, 349]
ad-box-title: ಜಾಹೀರಾತಿಗೆ ಸಂಪರ್ಕಿಸಿ — [1109, 84, 1490, 127]
health-col-2: ಆಸ್ಪತ್ರೆಗೆ ಚರ್ಮ ರೋಗ ತಜ್ಞರ ಹುದ್ದೆ ಅವಶ್ಯಕತೆಯಿರುತ್ತದೆ ಆದರೆ ಇಲ್ಲಿ ಮಂಜೂರು ಆಗಿರುವುದಿಲ್ಲ ತುರ್ತಾಗಿ ಬೇಕಾಗಿರುತ್ತದೆ ಎಂದರು. 108 ಆಂಬುಲೆನ್ಸ್ ಸೇವೆಗೆ ಸಂಬಂಧಿಸಿದ ವೇತನ ಹಾಗೂ ಕರ್ತವ್ಯಕ್ಕೆ ಸಂಬಂಧಿಸಿದಂತೆ ಮನವಿ, ಎನ್.ಹೆಚ್.ಎಮ್ ಗುತ್ತಿಗೆ ಆಧಾರದ ವೇತನ ಹೆಚ್ಚಳ ಮತ್ತು ನೇಮಕಾತಿ ಹಾಗೂ ಸ್ವಯಂ ಸೇವಾ ಮತ್ತು ಸಂಘಗಳ ಸದಸ್ಯರು ಕನಿಷ್ಠ ವೇತನ ನೀಡಿ ಸೇವಾ ಭದ್ರತೆ ಮನವಿ, ಹೊರಗುತ್ತಿಗೆ ಡಿ ದರ್ಜೆ ಸಿಬ್ಬಂದಿಗಳಿಂದ ಒಳಗುತ್ತಿಗೆ ಮಾಡುವಂತೆ ಮನವಿ ಮಾಡಿದರು. — [802, 1443, 1013, 1640]
masthead-title-right: ಮನ — [670, 113, 875, 270]
date: Date:21-02-2025 Friday — [294, 416, 454, 434]
